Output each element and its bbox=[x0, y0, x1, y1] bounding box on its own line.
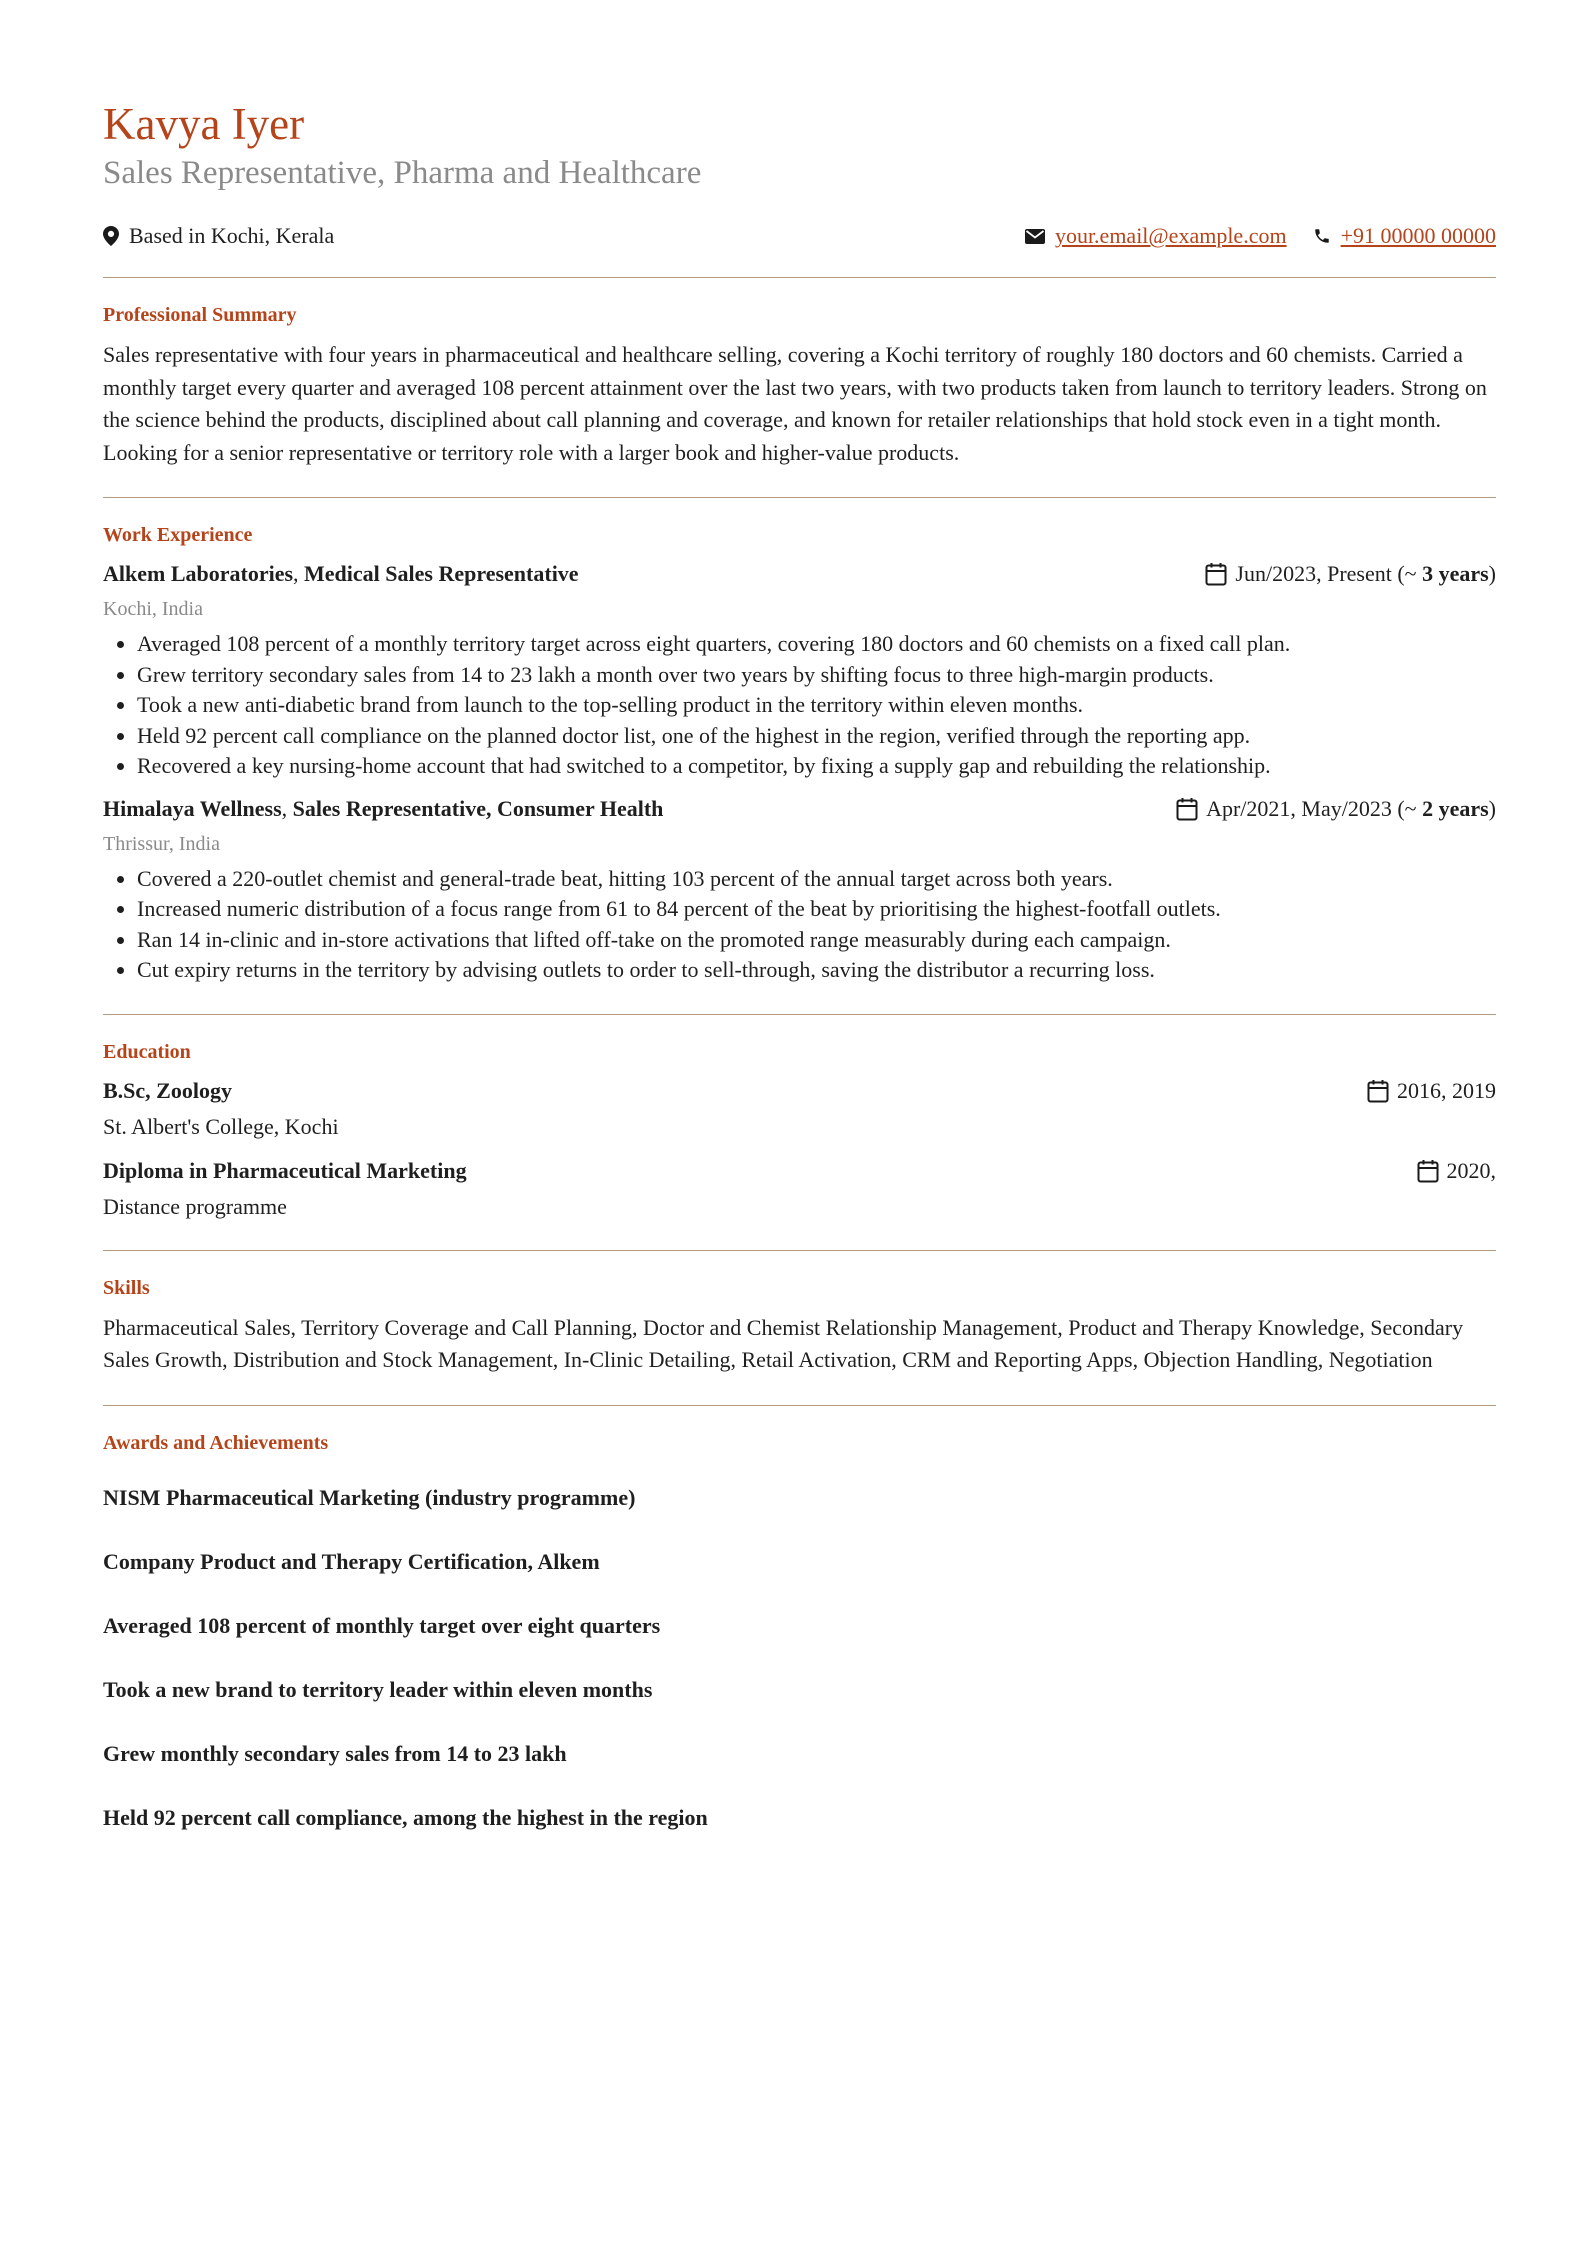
job-date-close: ) bbox=[1488, 795, 1496, 821]
divider bbox=[103, 1014, 1496, 1015]
list-item: • Increased numeric distribution of a focus range from 61 to 84 percent of the beat by prioritising the highest-footfall outlets. bbox=[137, 894, 1496, 925]
job-dates bbox=[1205, 559, 1496, 589]
award-item: Held 92 percent call compliance, among the highest in the region bbox=[103, 1804, 708, 1830]
education-date-text: 2016, 2019 bbox=[1397, 1077, 1496, 1103]
contact-right bbox=[999, 223, 1496, 249]
skills-text: Pharmaceutical Sales, Territory Coverage and Call Planning, Doctor and Chemist Relationship Management, Product and Therapy Knowledge, Secondary Sales Growth, Distribution and Stock Management, In-Clinic Detailing, Retail Activation, CRM and Reporting Apps, Objection Handling, Negotiation bbox=[103, 1314, 1464, 1373]
divider bbox=[103, 1405, 1496, 1406]
job-header bbox=[103, 559, 1496, 589]
education-header bbox=[103, 1156, 1496, 1186]
education-institution: Distance programme bbox=[103, 1193, 287, 1219]
phone-item bbox=[1313, 223, 1496, 249]
location-item bbox=[103, 223, 334, 249]
job-header bbox=[103, 794, 1496, 824]
job-title: Himalaya Wellness, Sales Representative, Consumer Health bbox=[103, 795, 664, 821]
list-item: • Cut expiry returns in the territory by advising outlets to order to sell-through, saving the distributor a recurring loss. bbox=[137, 955, 1496, 986]
divider bbox=[103, 277, 1496, 278]
phone-link[interactable]: +91 00000 00000 bbox=[1340, 223, 1496, 249]
contact-left bbox=[103, 223, 334, 249]
location-text: Based in Kochi, Kerala bbox=[129, 223, 335, 249]
job-bullets bbox=[103, 864, 1496, 986]
job-role: Medical Sales Representative bbox=[304, 561, 579, 587]
calendar-icon bbox=[1205, 562, 1227, 586]
summary-text: Sales representative with four years in pharmaceutical and healthcare selling, covering a Kochi territory of roughly 180 doctors and 60 chemists. Carried a monthly target every quarter and averaged 108 percent attainment over the last two years, with two products taken from launch to territory leaders. Strong on the science behind the products, disciplined about call planning and coverage, and known for retailer relationships that hold stock even in a tight month. Looking for a senior representative or territory role with a larger book and higher-value products. bbox=[103, 342, 1487, 465]
list-item: • Ran 14 in-clinic and in-store activations that lifted off-take on the promoted range measurably during each campaign. bbox=[137, 925, 1496, 956]
education-dates bbox=[1367, 1076, 1496, 1106]
job-date-close: ) bbox=[1488, 561, 1496, 587]
job-duration: 2 years bbox=[1422, 795, 1489, 821]
candidate-name: Kavya Iyer bbox=[103, 99, 305, 149]
job-bullets bbox=[103, 629, 1496, 782]
email-link[interactable]: your.email@example.com bbox=[1054, 223, 1287, 249]
section-title-skills: Skills bbox=[103, 1276, 150, 1299]
list-item: • Covered a 220-outlet chemist and general-trade beat, hitting 103 percent of the annual target across both years. bbox=[137, 864, 1496, 895]
education-date-text: 2020, bbox=[1446, 1157, 1496, 1183]
list-item: • Held 92 percent call compliance on the planned doctor list, one of the highest in the region, verified through the reporting app. bbox=[137, 721, 1496, 752]
job-dates bbox=[1176, 794, 1496, 824]
job-company: Himalaya Wellness bbox=[103, 795, 282, 821]
job-company: Alkem Laboratories bbox=[103, 561, 294, 587]
section-title-summary: Professional Summary bbox=[103, 304, 297, 327]
section-title-experience: Work Experience bbox=[103, 524, 253, 547]
education-entry bbox=[103, 1076, 1496, 1142]
experience-section bbox=[103, 524, 1496, 986]
calendar-icon bbox=[1417, 1159, 1439, 1183]
job-date-range: Jun/2023, Present (~ bbox=[1235, 561, 1423, 587]
list-item: • Recovered a key nursing-home account that had switched to a competitor, by fixing a supply gap and rebuilding the relationship. bbox=[137, 751, 1496, 782]
education-section bbox=[103, 1041, 1496, 1222]
education-institution: St. Albert's College, Kochi bbox=[103, 1113, 339, 1139]
award-item: Averaged 108 percent of monthly target over eight quarters bbox=[103, 1612, 661, 1638]
summary-section bbox=[103, 304, 1496, 469]
job-location: Kochi, India bbox=[103, 598, 203, 621]
awards-list bbox=[103, 1483, 1496, 1833]
phone-icon bbox=[1313, 227, 1331, 245]
education-header bbox=[103, 1076, 1496, 1106]
list-item: • Took a new anti-diabetic brand from launch to the top-selling product in the territory within eleven months. bbox=[137, 690, 1496, 721]
job-title: Alkem Laboratories, Medical Sales Representative bbox=[103, 561, 579, 587]
job-role: Sales Representative, Consumer Health bbox=[292, 795, 664, 821]
award-item: NISM Pharmaceutical Marketing (industry programme) bbox=[103, 1484, 636, 1510]
education-degree: Diploma in Pharmaceutical Marketing bbox=[103, 1157, 467, 1183]
calendar-icon bbox=[1367, 1079, 1389, 1103]
education-dates bbox=[1417, 1156, 1497, 1186]
contact-row bbox=[103, 223, 1496, 249]
section-title-awards: Awards and Achievements bbox=[103, 1431, 329, 1454]
calendar-icon bbox=[1176, 797, 1198, 821]
list-item: • Grew territory secondary sales from 14 to 23 lakh a month over two years by shifting focus to three high-margin products. bbox=[137, 660, 1496, 691]
list-item: • Averaged 108 percent of a monthly territory target across eight quarters, covering 180 doctors and 60 chemists on a fixed call plan. bbox=[137, 629, 1496, 660]
envelope-icon bbox=[1025, 229, 1045, 244]
email-item bbox=[1025, 223, 1287, 249]
awards-section bbox=[103, 1432, 1496, 1833]
map-pin-icon bbox=[103, 226, 119, 246]
skills-section bbox=[103, 1277, 1496, 1377]
award-item: Took a new brand to territory leader within eleven months bbox=[103, 1676, 653, 1702]
divider bbox=[103, 497, 1496, 498]
job-duration: 3 years bbox=[1422, 561, 1489, 587]
candidate-headline: Sales Representative, Pharma and Healthcare bbox=[103, 154, 702, 191]
divider bbox=[103, 1250, 1496, 1251]
job-date-range: Apr/2021, May/2023 (~ bbox=[1206, 795, 1423, 821]
job-entry bbox=[103, 794, 1496, 986]
job-location: Thrissur, India bbox=[103, 832, 220, 855]
education-entry bbox=[103, 1156, 1496, 1222]
education-degree: B.Sc, Zoology bbox=[103, 1077, 232, 1103]
section-title-education: Education bbox=[103, 1040, 191, 1063]
award-item: Company Product and Therapy Certification, Alkem bbox=[103, 1548, 600, 1574]
job-entry bbox=[103, 559, 1496, 782]
award-item: Grew monthly secondary sales from 14 to 23 lakh bbox=[103, 1740, 567, 1766]
